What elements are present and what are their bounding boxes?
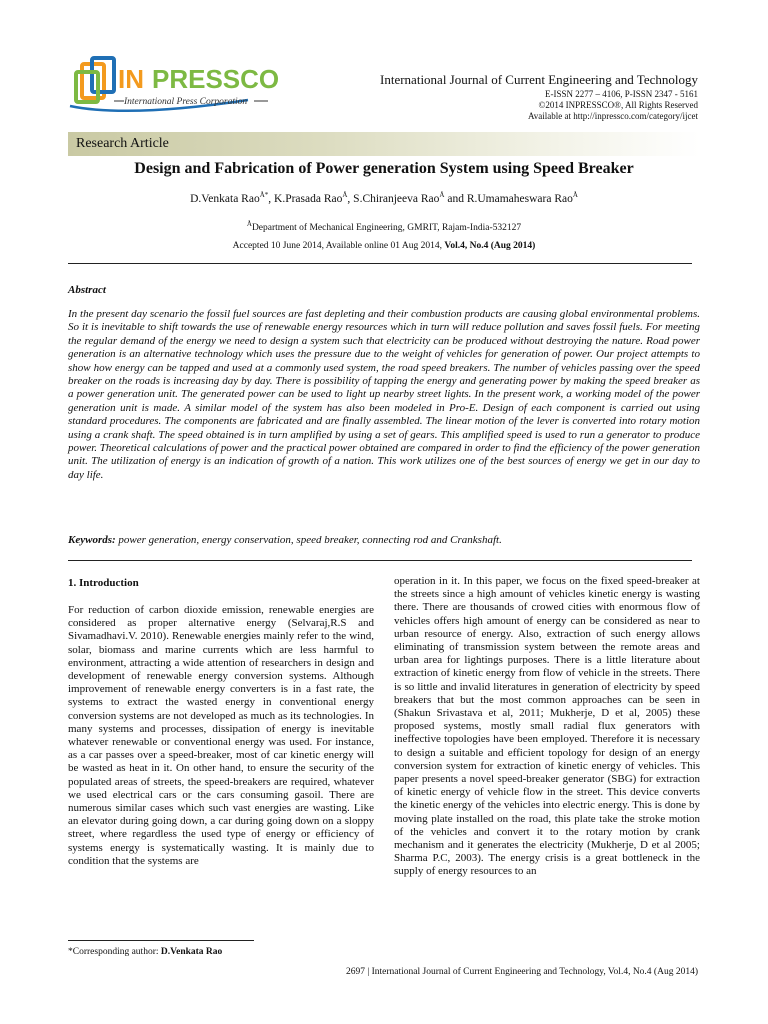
affiliation-text: Department of Mechanical Engineering, GMRIT, Rajam-India-532127	[251, 223, 522, 234]
inpressco-logo-graphic	[68, 54, 318, 120]
svg-text:International Press Corporatio: International Press Corporation	[124, 97, 248, 107]
keywords-label: Keywords:	[68, 534, 116, 546]
footnote-author: D.Venkata Rao	[160, 947, 223, 957]
author-name: D.Venkata Rao	[190, 192, 260, 205]
paper-title: Design and Fabrication of Power generation System using Speed Breaker	[134, 160, 634, 177]
keywords	[68, 534, 700, 546]
author-sup: Å	[439, 191, 445, 199]
journal-issn: E-ISSN 2277 – 4106, P-ISSN 2347 - 5161	[544, 89, 698, 99]
author-sup: Å	[572, 191, 578, 199]
author-name: K.Prasada Rao	[274, 192, 343, 205]
dates-text: Accepted 10 June 2014, Available online 01 Aug 2014,	[232, 241, 445, 251]
svg-text:PRESSCO: PRESSCO	[152, 64, 280, 94]
journal-url[interactable]: Available at http://inpressco.com/category/ijcet	[527, 111, 698, 121]
journal-info	[298, 72, 698, 122]
affiliation-sup: Å	[246, 220, 252, 228]
journal-name: International Journal of Current Engineering and Technology	[380, 72, 698, 87]
journal-copyright: ©2014 INPRESSCO®, All Rights Reserved	[538, 100, 698, 110]
page-footer: 2697 | International Journal of Current Engineering and Technology, Vol.4, No.4 (Aug 2014)	[345, 967, 698, 977]
section-heading: 1. Introduction	[68, 577, 139, 589]
divider	[68, 263, 692, 264]
article-type: Research Article	[76, 136, 169, 151]
author-name: S.Chiranjeeva Rao	[353, 192, 440, 205]
intro-left-column: For reduction of carbon dioxide emission, renewable energies are considered as proper alternative energy (Selvaraj,R.S and Sivamadhavi.V. 2010). Renewable energies mainly refer to the wind, solar, biomass and marine currents which are less harmful to environment, attracting a wide attention of researchers in design and development of renewable energy conversion systems. Although improvement of renewable energy converters is in a fast rate, the systems to extract the wasted energy in conventional energy conversion systems are not developed as much as its technologies. In many systems and processes, dissipation of energy is inevitable whatever renewable or conventional energy was used. For instance, as a car passes over a speed-breaker, most of car kinetic energy will be wasted as heat in it. On other hand, to ensure the security of the populated areas of streets, the speed-breakers are required, whatever we used electrical cars or the cars consuming gasoil. There are numerous similar cases which such vast energies are wasting. Like an elevator during going down, a car during going down on a sloppy street, where regardless the used type of energy or efficiency of systems energy is systematically wasting. It is mainly due to condition that the systems are	[68, 604, 374, 867]
footnote-label: *Corresponding author:	[68, 947, 161, 957]
publisher-logo	[68, 54, 318, 120]
keywords-text: power generation, energy conservation, speed breaker, connecting rod and Crankshaft.	[115, 534, 502, 546]
divider	[68, 560, 692, 561]
author-list: D.Venkata Rao$^{Å*}$, K.Prasada Rao$^Å$, S.Chiranjeeva Rao$^Å$ and R.Umamaheswara Rao$^Å$	[190, 191, 578, 205]
author-sup: Å*	[259, 191, 269, 199]
abstract-heading: Abstract	[68, 284, 106, 296]
affiliation	[68, 220, 700, 233]
footnote-divider	[68, 940, 254, 941]
volume-info: Vol.4, No.4 (Aug 2014)	[444, 241, 536, 251]
svg-text:IN: IN	[118, 64, 144, 94]
article-type-bar	[68, 132, 700, 156]
author-sup: Å	[342, 191, 348, 199]
intro-right-column: operation in it. In this paper, we focus on the fixed speed-breaker at the streets since a high amount of vehicles kinetic energy is wasting there. There are thousands of crowed cities with enormous flow of vehicles offers high amount of energy can be considered as near to urban resource of energy. Also, extraction of such energy allows eliminating of transmission system between the remote areas and urban area for lightings purposes. There is a little literature about extraction of kinetic energy from flow of vehicle in the streets. There is so little and invalid literatures in generation of electricity by speed breakers that but the most common approaches can be seen in (Shakun Srivastava et al, 2011; Mukherje, D et al, 2005) these proposed systems, mostly small radial flux generators with ineffective topologies have been employed. Therefore it is necessary to design a suitable and efficient topology for design of an energy conversion system for extraction of kinetic energy of vehicles. This paper presents a novel speed-breaker generator (SBG) for extraction of kinetic energy of vehicle flow in the street. This device converts the kinetic energy of the vehicles into electric energy. This is done by moving plate installed on the road, this plate take the stroke motion of the vehicles and convert it to the rotary motion by crank mechanism and it generates the electricity (Mukherje, D et al 2005; Sharma P.C, 2003). The energy crisis is a great bottleneck in the supply of energy resources to an	[394, 575, 700, 878]
author-name: R.Umamaheswara Rao	[466, 192, 573, 205]
footnote	[68, 947, 222, 957]
abstract-body: In the present day scenario the fossil fuel sources are fast depleting and their combustion products are causing global environmental problems. So it is inevitable to shift towards the use of renewable energy resources which in turn will reduce pollution and saves fossil fuels. For meeting the regular demand of the energy we need to design a system such that electricity can be produced without destroying the nature. Road power generation is an alternative technology which uses the pressure due to the weight of vehicles for generation of power. Our project attempts to show how energy can be tapped and used at a commonly used system, the road speed breakers. The number of vehicles passing over the speed breaker on the roads is increasing day by day. There is possibility of tapping the energy and generating power by making the speed breaker as a power generation unit. The generated power can be used to light up nearby street lights. In the present work, a working model of the power generation unit is made. A similar model of the system has also been modeled in Pro-E. Design of each component is carried out using standard procedures. The components are fabricated and are finally assembled. The linear motion of the lever is converted into rotary motion using a crank shaft. The speed obtained is in turn amplified by using a set of gears. This amplified speed is used to run a generator to produce power. Theoretical calculations of power and the practical power obtained are compared in order to find the efficiency of the power generation unit. The utilization of energy is an indication of growth of a nation. This work utilizes one of the best sources of energy we get in our day to day life.	[68, 308, 700, 481]
publication-dates	[68, 241, 700, 251]
